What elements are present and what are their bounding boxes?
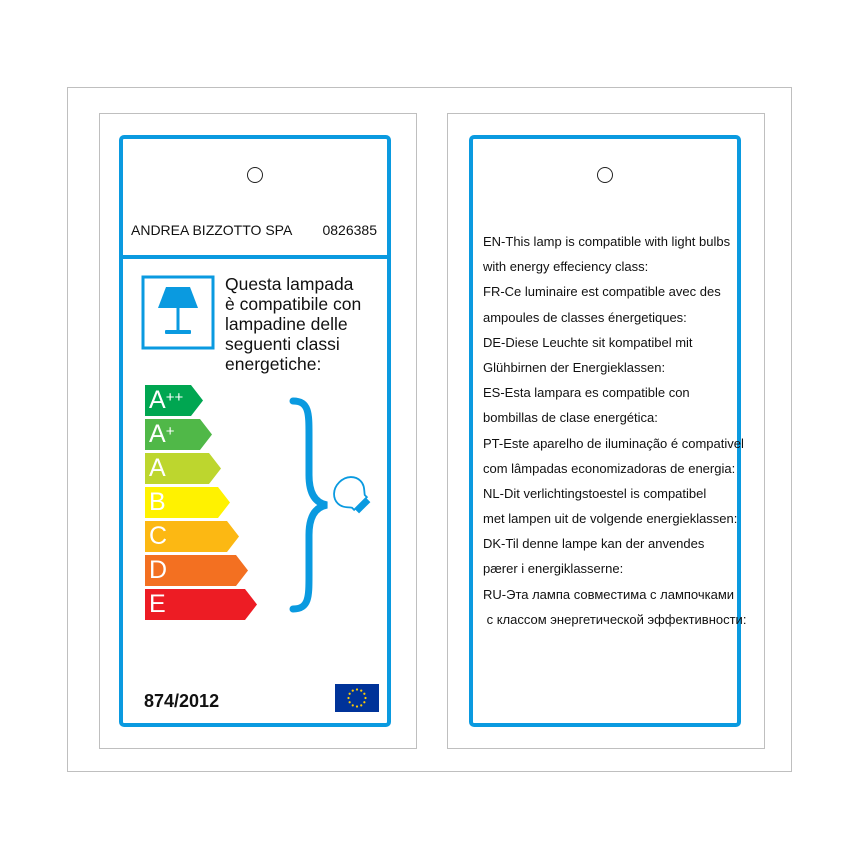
translation-line: DE-Diese Leuchte sit kompatibel mit <box>483 334 693 350</box>
product-code: 0826385 <box>322 222 377 238</box>
translation-line: ES-Esta lampara es compatible con <box>483 385 690 401</box>
energy-class-bar <box>145 385 203 416</box>
energy-class-label: C <box>149 522 168 550</box>
curly-brace-icon <box>283 395 331 620</box>
compat-line: lampadine delle <box>225 314 348 334</box>
translation-line: с классом энергетической эффективности: <box>483 611 747 627</box>
header-row <box>131 222 377 238</box>
eu-star <box>349 693 351 695</box>
eu-star <box>360 704 362 706</box>
translation-line: ampoules de classes énergetiques: <box>483 309 687 325</box>
translation-line: bombillas de clase energética: <box>483 410 658 426</box>
compat-line: seguenti classi <box>225 334 340 354</box>
energy-label-tag <box>119 135 391 727</box>
energy-class-plus: + <box>165 423 175 440</box>
translation-line: met lampen uit de volgende energieklassen: <box>483 511 738 527</box>
eu-star <box>363 693 365 695</box>
translation-line: RU-Эта лампа совместима с лампочками <box>483 586 735 602</box>
energy-class-label: B <box>149 488 166 516</box>
translation-line: with energy effeciency class: <box>483 259 649 275</box>
energy-class-bar <box>145 487 230 518</box>
energy-class-plus: ++ <box>165 389 184 406</box>
translation-line: pærer i energiklasserne: <box>483 561 624 577</box>
energy-class-bar <box>145 589 257 620</box>
eu-star <box>352 690 354 692</box>
energy-class-label: A <box>149 454 166 482</box>
compatibility-text <box>225 274 390 374</box>
eu-star <box>349 701 351 703</box>
compat-line: è compatibile con <box>225 294 362 314</box>
eu-star <box>356 688 358 690</box>
energy-class-bar <box>145 419 212 450</box>
header-divider <box>123 255 387 259</box>
hang-hole <box>597 167 613 183</box>
translation-line: DK-Til denne lampe kan der anvendes <box>483 536 705 552</box>
eu-flag-icon <box>335 684 379 712</box>
translation-text <box>483 229 747 632</box>
eu-star <box>356 705 358 707</box>
energy-class-label: A++ <box>149 386 184 414</box>
table-lamp-icon <box>141 275 215 350</box>
light-bulb-icon <box>330 475 376 520</box>
energy-class-label: A+ <box>149 420 175 448</box>
eu-star <box>360 690 362 692</box>
energy-class-bar <box>145 555 248 586</box>
multilingual-text-tag <box>469 135 747 727</box>
energy-class-label: D <box>149 556 168 584</box>
eu-star <box>347 697 349 699</box>
company-name: ANDREA BIZZOTTO SPA <box>131 222 293 238</box>
translation-line: com lâmpadas economizadoras de energia: <box>483 460 736 476</box>
energy-class-label: E <box>149 590 166 618</box>
eu-star <box>363 701 365 703</box>
energy-class-bar <box>145 453 221 484</box>
eu-star <box>352 704 354 706</box>
regulation-number: 874/2012 <box>144 691 220 711</box>
translation-line: PT-Este aparelho de iluminação é compativel <box>483 435 744 451</box>
eu-star <box>364 697 366 699</box>
translation-line: NL-Dit verlichtingstoestel is compatibel <box>483 485 707 501</box>
translation-line: EN-This lamp is compatible with light bulbs <box>483 234 731 249</box>
hang-hole <box>247 167 263 183</box>
energy-class-bar <box>145 521 239 552</box>
translation-line: FR-Ce luminaire est compatible avec des <box>483 284 721 300</box>
translation-line: Glühbirnen der Energieklassen: <box>483 359 666 375</box>
compat-line: Questa lampada <box>225 274 354 294</box>
compat-line: energetiche: <box>225 354 322 374</box>
